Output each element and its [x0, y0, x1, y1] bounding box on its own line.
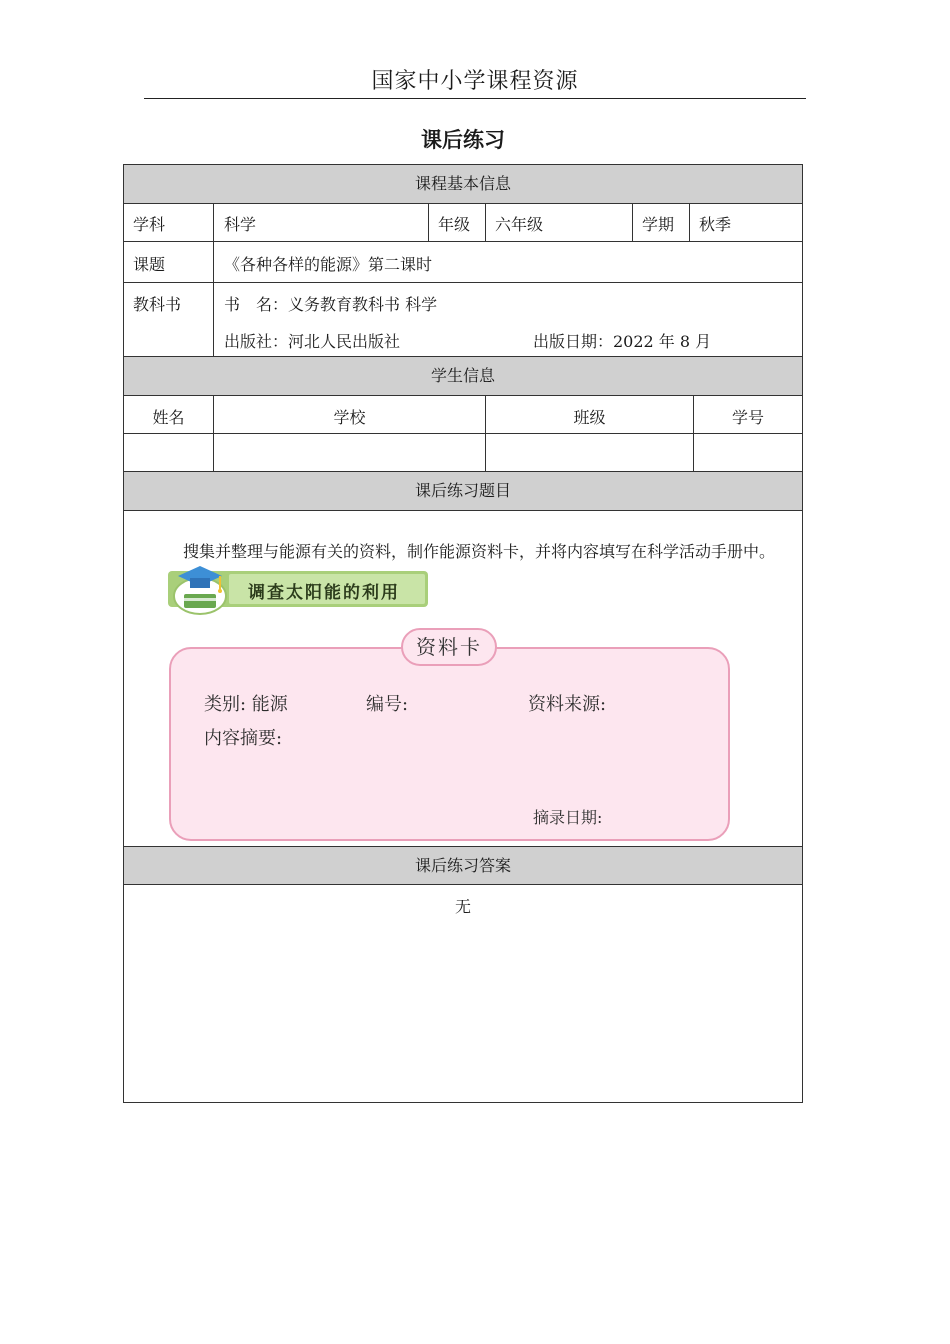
publish-date: 出版日期：2022 年 8 月 — [533, 332, 712, 351]
student-class-header: 班级 — [573, 408, 606, 427]
student-id-field[interactable] — [694, 434, 802, 471]
grade-value: 六年级 — [495, 215, 544, 234]
term-value: 秋季 — [699, 215, 732, 234]
student-class-field[interactable] — [486, 434, 693, 471]
card-number: 编号: — [366, 694, 409, 715]
textbook-label: 教科书 — [133, 295, 182, 314]
grade-label: 年级 — [438, 215, 471, 234]
card-date: 摘录日期: — [533, 808, 603, 827]
topic-label: 课题 — [133, 255, 166, 274]
student-name-field[interactable] — [124, 434, 213, 471]
subject-value: 科学 — [224, 215, 257, 234]
publisher: 出版社：河北人民出版社 — [224, 332, 401, 351]
student-id-header: 学号 — [731, 408, 764, 427]
student-name-header: 姓名 — [152, 408, 185, 427]
term-label: 学期 — [642, 215, 675, 234]
card-source: 资料来源: — [528, 694, 607, 715]
graduation-cap-icon — [170, 560, 232, 616]
section-student-info: 学生信息 — [124, 357, 802, 395]
section-exercise: 课后练习题目 — [124, 472, 802, 510]
book-name: 书 名：义务教育教科书 科学 — [224, 295, 438, 314]
activity-banner-title: 调查太阳能的利用 — [248, 583, 400, 603]
page-header: 国家中小学课程资源 — [371, 69, 579, 94]
exercise-instruction: 搜集并整理与能源有关的资料，制作能源资料卡，并将内容填写在科学活动手册中。 — [183, 542, 776, 561]
header-divider — [144, 98, 806, 99]
student-school-field[interactable] — [214, 434, 485, 471]
student-school-header: 学校 — [333, 408, 366, 427]
info-card-tab: 资料卡 — [401, 628, 497, 666]
section-basic-info: 课程基本信息 — [124, 165, 802, 203]
page-title: 课后练习 — [421, 128, 505, 152]
section-answer: 课后练习答案 — [124, 847, 802, 884]
card-summary: 内容摘要: — [204, 728, 283, 749]
topic-value: 《各种各样的能源》第二课时 — [224, 255, 433, 274]
card-category: 类别: 能源 — [204, 694, 288, 715]
subject-label: 学科 — [133, 215, 166, 234]
answer-text: 无 — [454, 897, 471, 916]
